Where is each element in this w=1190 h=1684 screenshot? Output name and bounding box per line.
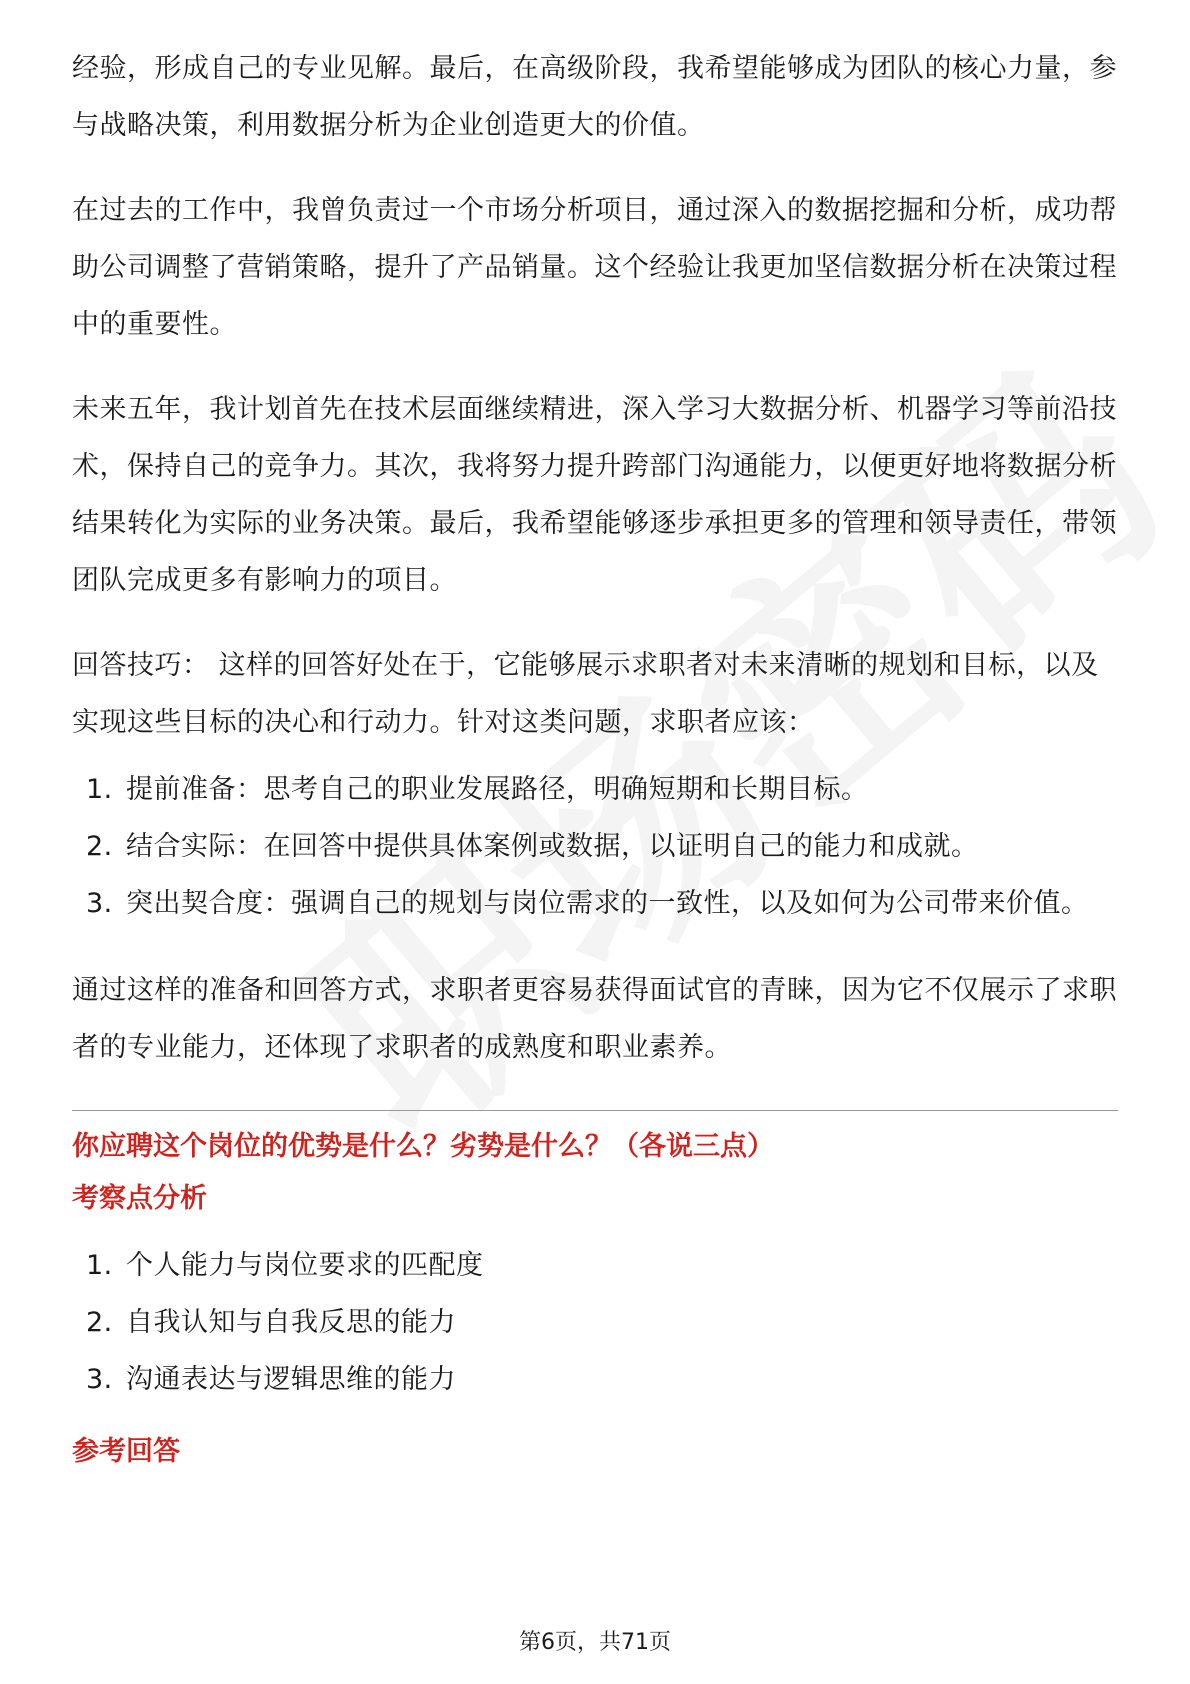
list-text: 结合实际：在回答中提供具体案例或数据，以证明自己的能力和成就。 (126, 831, 979, 862)
list-text: 自我认知与自我反思的能力 (126, 1307, 456, 1338)
paragraph-answer-tips: 回答技巧： 这样的回答好处在于，它能够展示求职者对未来清晰的规划和目标，以及实现这些目标的决心和行动力。针对这类问题，求职者应该： (72, 650, 1099, 738)
page-footer: 第6页，共71页 (519, 1630, 671, 1655)
list-number: 3. (86, 1364, 113, 1395)
list-item (72, 1237, 1118, 1294)
paragraph-past-experience: 在过去的工作中，我曾负责过一个市场分析项目，通过深入的数据挖掘和分析，成功帮助公司调整了营销策略，提升了产品销量。这个经验让我更加坚信数据分析在决策过程中的重要性。 (72, 195, 1117, 340)
list-number: 2. (86, 1307, 113, 1338)
list-text: 沟通表达与逻辑思维的能力 (126, 1364, 456, 1395)
paragraph-closing: 通过这样的准备和回答方式，求职者更容易获得面试官的青睐，因为它不仅展示了求职者的专业能力，还体现了求职者的成熟度和职业素养。 (72, 975, 1117, 1063)
list-number: 3. (86, 888, 113, 919)
analysis-list (72, 1237, 1118, 1408)
tips-list (72, 761, 1118, 932)
list-item (72, 1294, 1118, 1351)
list-item (72, 1351, 1118, 1408)
list-number: 1. (86, 774, 113, 805)
paragraph-five-year-plan: 未来五年，我计划首先在技术层面继续精进，深入学习大数据分析、机器学习等前沿技术，保持自己的竞争力。其次，我将努力提升跨部门沟通能力，以便更好地将数据分析结果转化为实际的业务决策。最后，我希望能够逐步承担更多的管理和领导责任，带领团队完成更多有影响力的项目。 (72, 394, 1117, 596)
list-text: 突出契合度：强调自己的规划与岗位需求的一致性，以及如何为公司带来价值。 (126, 888, 1089, 919)
list-number: 2. (86, 831, 113, 862)
list-text: 个人能力与岗位要求的匹配度 (126, 1250, 484, 1281)
list-item (72, 875, 1118, 932)
list-number: 1. (86, 1250, 113, 1281)
list-item (72, 818, 1118, 875)
analysis-heading: 考察点分析 (72, 1183, 207, 1214)
document-page (72, 40, 1118, 1490)
section-divider (72, 1110, 1118, 1111)
paragraph-career-stages: 经验，形成自己的专业见解。最后，在高级阶段，我希望能够成为团队的核心力量，参与战略决策，利用数据分析为企业创造更大的价值。 (72, 53, 1117, 141)
list-item (72, 761, 1118, 818)
list-text: 提前准备：思考自己的职业发展路径，明确短期和长期目标。 (126, 774, 869, 805)
question-title: 你应聘这个岗位的优势是什么？劣势是什么？（各说三点） (72, 1131, 774, 1162)
answer-heading: 参考回答 (72, 1436, 180, 1467)
